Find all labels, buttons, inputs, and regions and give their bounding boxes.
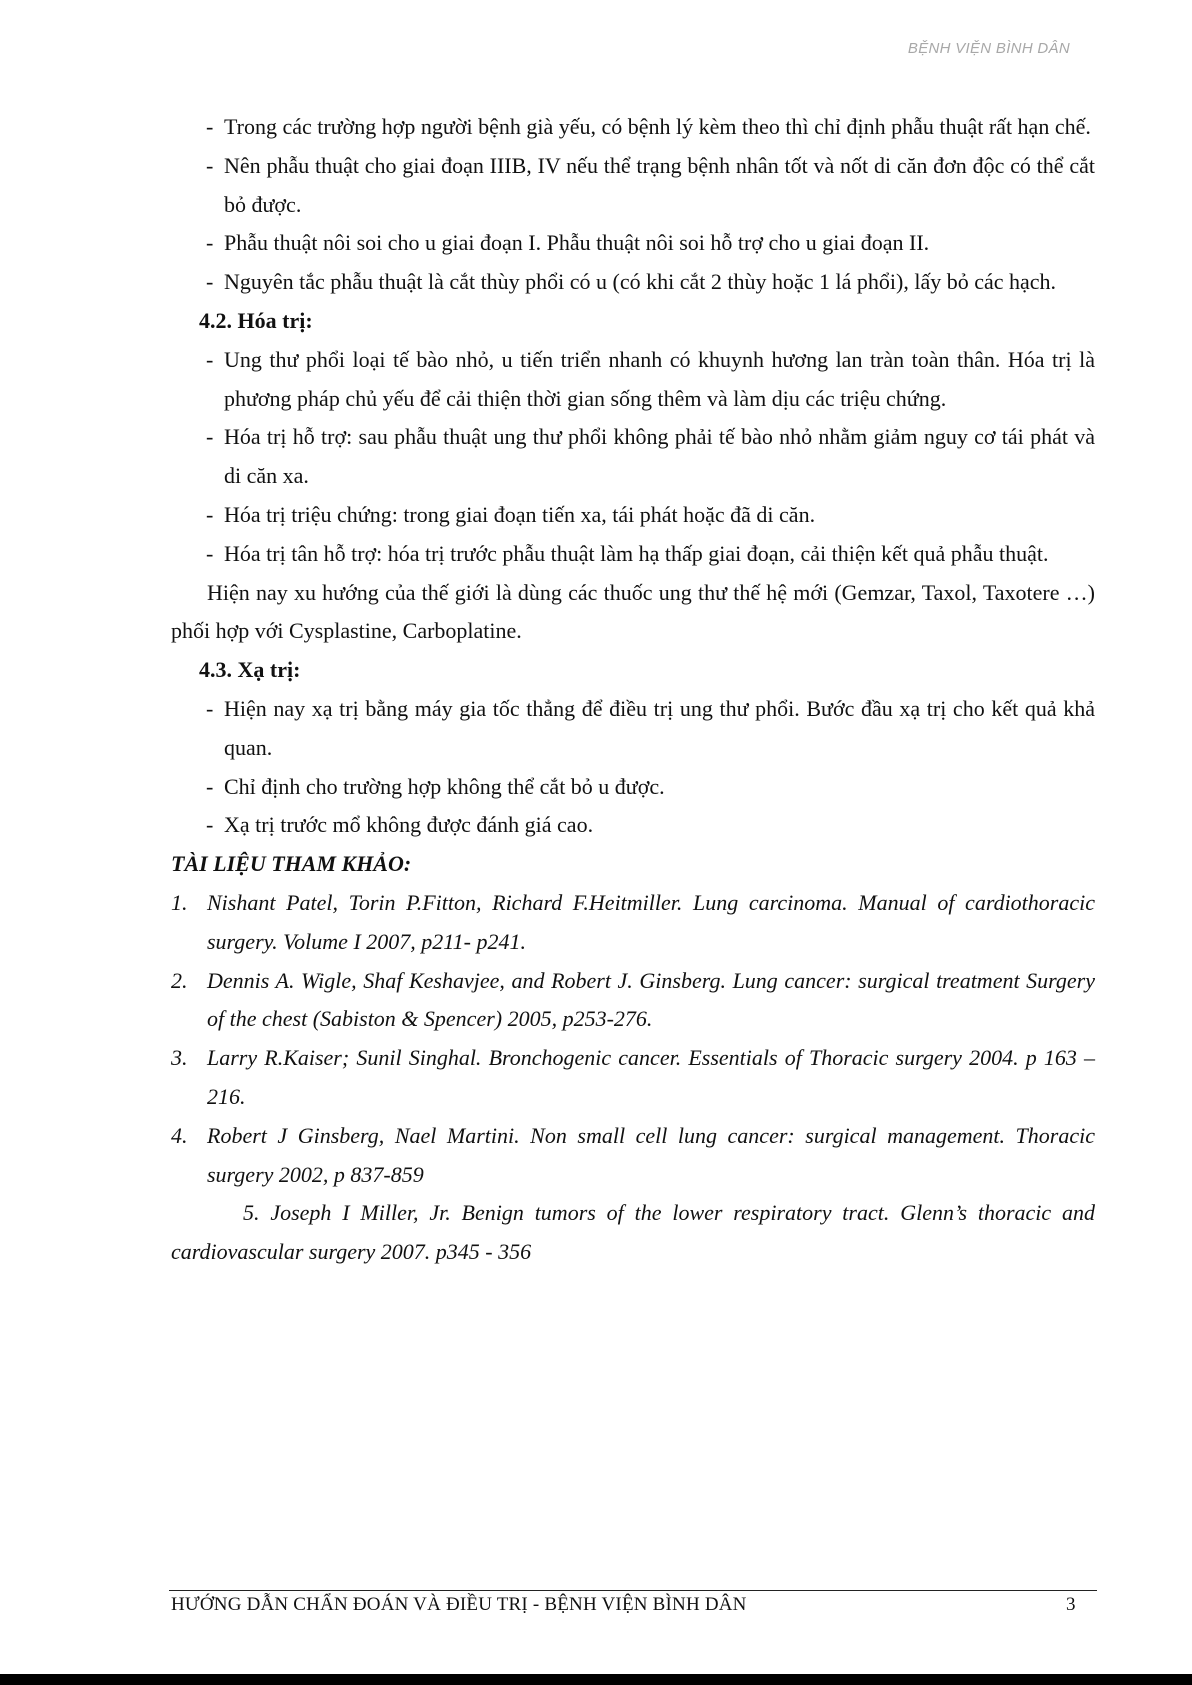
bullet-text: Trong các trường hợp người bệnh già yếu, có bệnh lý kèm theo thì chỉ định phẫu thuật rất hạn chế.	[224, 114, 1091, 139]
bullet-text: Ung thư phổi loại tế bào nhỏ, u tiến triển nhanh có khuynh hương lan tràn toàn thân. Hóa trị là phương pháp chủ yếu để cải thiện thời gian sống thêm và làm dịu các triệu chứng.	[224, 346, 1095, 411]
reference-item	[171, 962, 1095, 1040]
page-number: 3	[1066, 1594, 1076, 1615]
reference-text: Nishant Patel, Torin P.Fitton, Richard F.Heitmiller. Lung carcinoma. Manual of cardiothoracic surgery. Volume I 2007, p211- p241.	[207, 889, 1095, 954]
footer-rule	[169, 1590, 1097, 1591]
section-heading-radiotherapy: 4.3. Xạ trị:	[199, 657, 301, 683]
bullet-text: Phẫu thuật nôi soi cho u giai đoạn I. Phẫu thuật nôi soi hỗ trợ cho u giai đoạn II.	[224, 230, 930, 256]
running-header: BỆNH VIỆN BÌNH DÂN	[907, 40, 1070, 57]
bullet-text: Hóa trị tân hỗ trợ: hóa trị trước phẫu thuật làm hạ thấp giai đoạn, cải thiện kết quả phẫu thuật.	[224, 540, 1049, 566]
bullet-text: Hiện nay xạ trị bằng máy gia tốc thẳng để điều trị ung thư phổi. Bước đầu xạ trị cho kết quả khả quan.	[224, 695, 1095, 760]
bullet-dash: -	[206, 230, 214, 256]
bullet-item	[171, 768, 1095, 807]
footer-title: HƯỚNG DẪN CHẨN ĐOÁN VÀ ĐIỀU TRỊ - BỆNH VIỆN BÌNH DÂN	[171, 1594, 747, 1615]
reference-number: 4.	[171, 1122, 188, 1148]
bullet-dash: -	[206, 269, 214, 295]
paragraph-chemo-trend: Hiện nay xu hướng của thế giới là dùng các thuốc ung thư thế hệ mới (Gemzar, Taxol, Taxotere …) phối hợp với Cysplastine, Carboplatine.	[171, 579, 1095, 644]
bullet-dash: -	[206, 773, 214, 799]
reference-item	[171, 884, 1095, 962]
section-heading-chemotherapy: 4.2. Hóa trị:	[199, 307, 313, 333]
references-heading: TÀI LIỆU THAM KHẢO:	[171, 851, 412, 877]
bullet-text: Hóa trị triệu chứng: trong giai đoạn tiến xa, tái phát hoặc đã di căn.	[224, 501, 816, 527]
reference-item	[171, 1117, 1095, 1195]
bullet-dash: -	[206, 540, 214, 566]
reference-number: 3.	[171, 1045, 188, 1071]
bullet-dash: -	[206, 424, 214, 450]
bullet-item	[171, 535, 1095, 574]
bullet-item	[171, 224, 1095, 263]
reference-text: Robert J Ginsberg, Nael Martini. Non small cell lung cancer: surgical management. Thoracic surgery 2002, p 837-859	[207, 1122, 1095, 1187]
bullet-dash: -	[206, 501, 214, 527]
bullet-text: Nguyên tắc phẫu thuật là cắt thùy phổi có u (có khi cắt 2 thùy hoặc 1 lá phổi), lấy bỏ các hạch.	[224, 269, 1057, 295]
bullet-item	[171, 690, 1095, 768]
reference-number: 2.	[171, 967, 188, 993]
bullet-dash: -	[206, 114, 214, 139]
reference-text: Dennis A. Wigle, Shaf Keshavjee, and Robert J. Ginsberg. Lung cancer: surgical treatment Surgery of the chest (Sabiston & Spencer) 2005, p253-276.	[207, 967, 1095, 1032]
bullet-dash: -	[206, 346, 214, 372]
document-body	[171, 108, 1095, 1272]
bullet-text: Xạ trị trước mổ không được đánh giá cao.	[224, 812, 594, 838]
bullet-text: Hóa trị hỗ trợ: sau phẫu thuật ung thư phổi không phải tế bào nhỏ nhằm giảm nguy cơ tái phát và di căn xa.	[224, 424, 1095, 489]
reference-item	[171, 1039, 1095, 1117]
bullet-item	[171, 147, 1095, 225]
bullet-item	[171, 496, 1095, 535]
reference-item-5: 5. Joseph I Miller, Jr. Benign tumors of the lower respiratory tract. Glenn’s thoracic and cardiovascular surgery 2007. p345 - 356	[171, 1200, 1095, 1265]
bullet-item	[171, 418, 1095, 496]
bullet-item	[171, 263, 1095, 302]
bullet-dash: -	[206, 812, 214, 838]
bullet-item	[171, 341, 1095, 419]
bullet-dash: -	[206, 695, 214, 721]
bullet-item	[171, 108, 1095, 147]
bottom-edge-band	[0, 1674, 1192, 1685]
bullet-text: Chỉ định cho trường hợp không thể cắt bỏ u được.	[224, 773, 665, 799]
bullet-text: Nên phẫu thuật cho giai đoạn IIIB, IV nếu thể trạng bệnh nhân tốt và nốt di căn đơn độc có thể cắt bỏ được.	[224, 152, 1095, 217]
reference-number: 1.	[171, 889, 188, 915]
bullet-item	[171, 806, 1095, 845]
reference-text: Larry R.Kaiser; Sunil Singhal. Bronchogenic cancer. Essentials of Thoracic surgery 2004. p 163 – 216.	[207, 1045, 1095, 1109]
bullet-dash: -	[206, 152, 214, 178]
